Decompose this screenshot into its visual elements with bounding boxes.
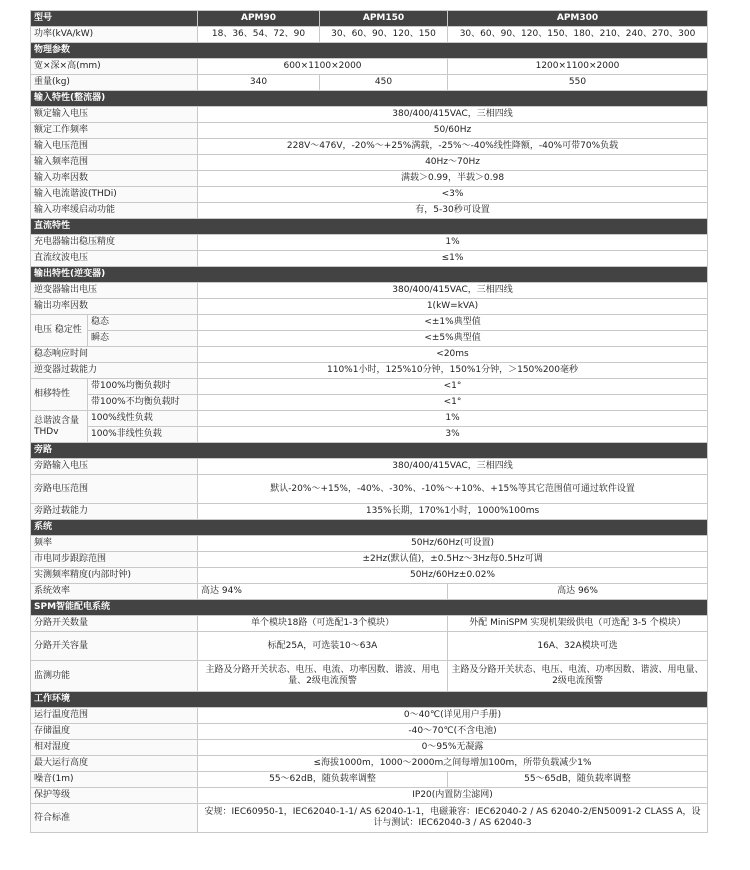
row-env-ip <box>31 788 708 804</box>
row-label: 噪音(1m) <box>31 772 198 788</box>
cell-small: 单个模块18路（可选配1-3个模块） <box>198 616 448 632</box>
cell-value: 有，5-30秒可设置 <box>198 203 708 219</box>
cell-value: <1° <box>198 379 708 395</box>
cell-apm300: 550 <box>448 75 708 91</box>
row-label: 额定输入电压 <box>31 107 198 123</box>
row-label: 符合标准 <box>31 804 198 833</box>
section-spm <box>31 600 708 616</box>
cell-small: 55～62dB，随负载率调整 <box>198 772 448 788</box>
row-label: 相对湿度 <box>31 740 198 756</box>
cell-value: -40～70℃(不含电池) <box>198 724 708 740</box>
cell-value: 110%1小时，125%10分钟，150%1分钟，＞150%200毫秒 <box>198 363 708 379</box>
cell-value: ±2Hz(默认值)，±0.5Hz～3Hz每0.5Hz可调 <box>198 552 708 568</box>
row-in-thdi <box>31 187 708 203</box>
row-in-voltage <box>31 107 708 123</box>
cell-value: 50Hz/60Hz(可设置) <box>198 536 708 552</box>
row-label: 监测功能 <box>31 661 198 692</box>
cell-value: <±1%典型值 <box>198 315 708 331</box>
section-title: 物理参数 <box>31 43 708 59</box>
row-bp-overload <box>31 504 708 520</box>
cell-value: 3% <box>198 427 708 443</box>
model-apm150: APM150 <box>320 11 448 27</box>
row-sublabel: 带100%不均衡负载时 <box>88 395 198 411</box>
row-label: 逆变器输出电压 <box>31 283 198 299</box>
row-label: 运行温度范围 <box>31 708 198 724</box>
row-label: 市电同步跟踪范围 <box>31 552 198 568</box>
row-response <box>31 347 708 363</box>
row-label: 输入电压范围 <box>31 139 198 155</box>
cell-value: 0～40℃(详见用户手册) <box>198 708 708 724</box>
cell-value: 40Hz～70Hz <box>198 155 708 171</box>
row-label: 功率(kVA/kW) <box>31 27 198 43</box>
section-title: 工作环境 <box>31 692 708 708</box>
cell-value: ≤海拔1000m，1000～2000m之间每增加100m，所带负载减少1% <box>198 756 708 772</box>
row-label: 存储温度 <box>31 724 198 740</box>
row-label: 分路开关数量 <box>31 616 198 632</box>
section-title: SPM智能配电系统 <box>31 600 708 616</box>
cell-value: 默认-20%～+15%，-40%、-30%、-10%～+10%、+15%等其它范围值可通过软件设置 <box>198 475 708 504</box>
row-bp-voltage <box>31 459 708 475</box>
section-output <box>31 267 708 283</box>
row-spm-monitor <box>31 661 708 692</box>
row-label: 稳态响应时间 <box>31 347 198 363</box>
cell-value: <3% <box>198 187 708 203</box>
cell-apm90: 18、36、54、72、90 <box>198 27 320 43</box>
cell-value: <±5%典型值 <box>198 331 708 347</box>
cell-small: 600×1100×2000 <box>198 59 448 75</box>
row-spm-qty <box>31 616 708 632</box>
spec-table <box>30 10 708 833</box>
cell-value: ≤1% <box>198 251 708 267</box>
cell-value: 380/400/415VAC，三相四线 <box>198 107 708 123</box>
cell-small: 高达 94% <box>198 584 448 600</box>
row-label: 输入功率因数 <box>31 171 198 187</box>
row-label: 充电器输出稳压精度 <box>31 235 198 251</box>
row-sublabel: 带100%均衡负载时 <box>88 379 198 395</box>
row-out-pf <box>31 299 708 315</box>
cell-large: 1200×1100×2000 <box>448 59 708 75</box>
section-bypass <box>31 443 708 459</box>
row-label: 输入频率范围 <box>31 155 198 171</box>
cell-apm150: 450 <box>320 75 448 91</box>
row-in-vrange <box>31 139 708 155</box>
cell-large: 主路及分路开关状态、电压、电流、功率因数、谐波、用电量、2级电流预警 <box>448 661 708 692</box>
row-label: 输出功率因数 <box>31 299 198 315</box>
row-env-altitude <box>31 756 708 772</box>
cell-value: 50/60Hz <box>198 123 708 139</box>
row-power <box>31 27 708 43</box>
row-dc-charger <box>31 235 708 251</box>
cell-value: <20ms <box>198 347 708 363</box>
cell-apm90: 340 <box>198 75 320 91</box>
row-label: 逆变器过载能力 <box>31 363 198 379</box>
cell-value: 380/400/415VAC，三相四线 <box>198 283 708 299</box>
row-sys-sync <box>31 552 708 568</box>
row-group-label: 电压 稳定性 <box>31 315 88 347</box>
cell-large: 外配 MiniSPM 实现机架级供电（可选配 3-5 个模块） <box>448 616 708 632</box>
cell-small: 标配25A，可选装10～63A <box>198 632 448 661</box>
section-title: 输入特性(整流器) <box>31 91 708 107</box>
cell-value: 1(kW=kVA) <box>198 299 708 315</box>
row-sublabel: 100%线性负载 <box>88 411 198 427</box>
section-title: 输出特性(逆变器) <box>31 267 708 283</box>
header-row <box>31 11 708 27</box>
row-standards <box>31 804 708 833</box>
row-sublabel: 瞬态 <box>88 331 198 347</box>
row-label: 旁路输入电压 <box>31 459 198 475</box>
section-dc <box>31 219 708 235</box>
row-overload <box>31 363 708 379</box>
row-phase-balanced <box>31 379 708 395</box>
row-stability-transient <box>31 331 708 347</box>
row-label: 分路开关容量 <box>31 632 198 661</box>
row-label: 额定工作频率 <box>31 123 198 139</box>
cell-value: <1° <box>198 395 708 411</box>
cell-value: 满载＞0.99，半载＞0.98 <box>198 171 708 187</box>
section-system <box>31 520 708 536</box>
row-env-noise <box>31 772 708 788</box>
row-label: 系统效率 <box>31 584 198 600</box>
cell-large: 高达 96% <box>448 584 708 600</box>
row-bp-vrange <box>31 475 708 504</box>
row-in-pf <box>31 171 708 187</box>
row-env-humidity <box>31 740 708 756</box>
model-apm90: APM90 <box>198 11 320 27</box>
cell-large: 16A、32A模块可选 <box>448 632 708 661</box>
row-label: 旁路电压范围 <box>31 475 198 504</box>
row-weight <box>31 75 708 91</box>
row-label: 保护等级 <box>31 788 198 804</box>
row-stability-steady <box>31 315 708 331</box>
cell-value: IP20(内置防尘滤网) <box>198 788 708 804</box>
row-label: 直流纹波电压 <box>31 251 198 267</box>
row-out-voltage <box>31 283 708 299</box>
row-env-storage <box>31 724 708 740</box>
cell-value: 0～95%无凝露 <box>198 740 708 756</box>
model-apm300: APM300 <box>448 11 708 27</box>
row-sublabel: 稳态 <box>88 315 198 331</box>
cell-large: 55～65dB，随负载率调整 <box>448 772 708 788</box>
header-label: 型号 <box>31 11 198 27</box>
row-spm-cap <box>31 632 708 661</box>
cell-small: 主路及分路开关状态、电压、电流、功率因数、谐波、用电量、2级电流预警 <box>198 661 448 692</box>
cell-value: 安规：IEC60950-1，IEC62040-1-1/ AS 62040-1-1，电磁兼容：IEC62040-2 / AS 62040-2/EN50091-2 CLASS A，设计与测试：IEC62040-3 / AS 62040-3 <box>198 804 708 833</box>
row-env-temp <box>31 708 708 724</box>
row-phase-unbalanced <box>31 395 708 411</box>
row-in-freq <box>31 123 708 139</box>
section-title: 系统 <box>31 520 708 536</box>
row-sys-accuracy <box>31 568 708 584</box>
section-title: 旁路 <box>31 443 708 459</box>
cell-value: 50Hz/60Hz±0.02% <box>198 568 708 584</box>
row-sys-eff <box>31 584 708 600</box>
row-label: 重量(kg) <box>31 75 198 91</box>
cell-value: 135%长期，170%1小时，1000%100ms <box>198 504 708 520</box>
row-label: 旁路过载能力 <box>31 504 198 520</box>
section-input <box>31 91 708 107</box>
row-sublabel: 100%非线性负载 <box>88 427 198 443</box>
section-env <box>31 692 708 708</box>
cell-value: 1% <box>198 411 708 427</box>
row-label: 宽×深×高(mm) <box>31 59 198 75</box>
row-label: 频率 <box>31 536 198 552</box>
row-dc-ripple <box>31 251 708 267</box>
row-label: 输入功率缓启动功能 <box>31 203 198 219</box>
cell-apm300: 30、60、90、120、150、180、210、240、270、300 <box>448 27 708 43</box>
row-thdv-linear <box>31 411 708 427</box>
cell-value: 1% <box>198 235 708 251</box>
section-title: 直流特性 <box>31 219 708 235</box>
row-label: 输入电流谐波(THDi) <box>31 187 198 203</box>
row-dims <box>31 59 708 75</box>
cell-value: 228V～476V，-20%～+25%满载，-25%～-40%线性降额，-40%可带70%负载 <box>198 139 708 155</box>
row-group-label: 相移特性 <box>31 379 88 411</box>
row-thdv-nonlinear <box>31 427 708 443</box>
row-label: 实测频率精度(内部时钟) <box>31 568 198 584</box>
row-group-label: 总谐波含量THDv <box>31 411 88 443</box>
row-in-frange <box>31 155 708 171</box>
cell-apm150: 30、60、90、120、150 <box>320 27 448 43</box>
row-sys-freq <box>31 536 708 552</box>
cell-value: 380/400/415VAC，三相四线 <box>198 459 708 475</box>
row-in-softstart <box>31 203 708 219</box>
section-physical <box>31 43 708 59</box>
row-label: 最大运行高度 <box>31 756 198 772</box>
